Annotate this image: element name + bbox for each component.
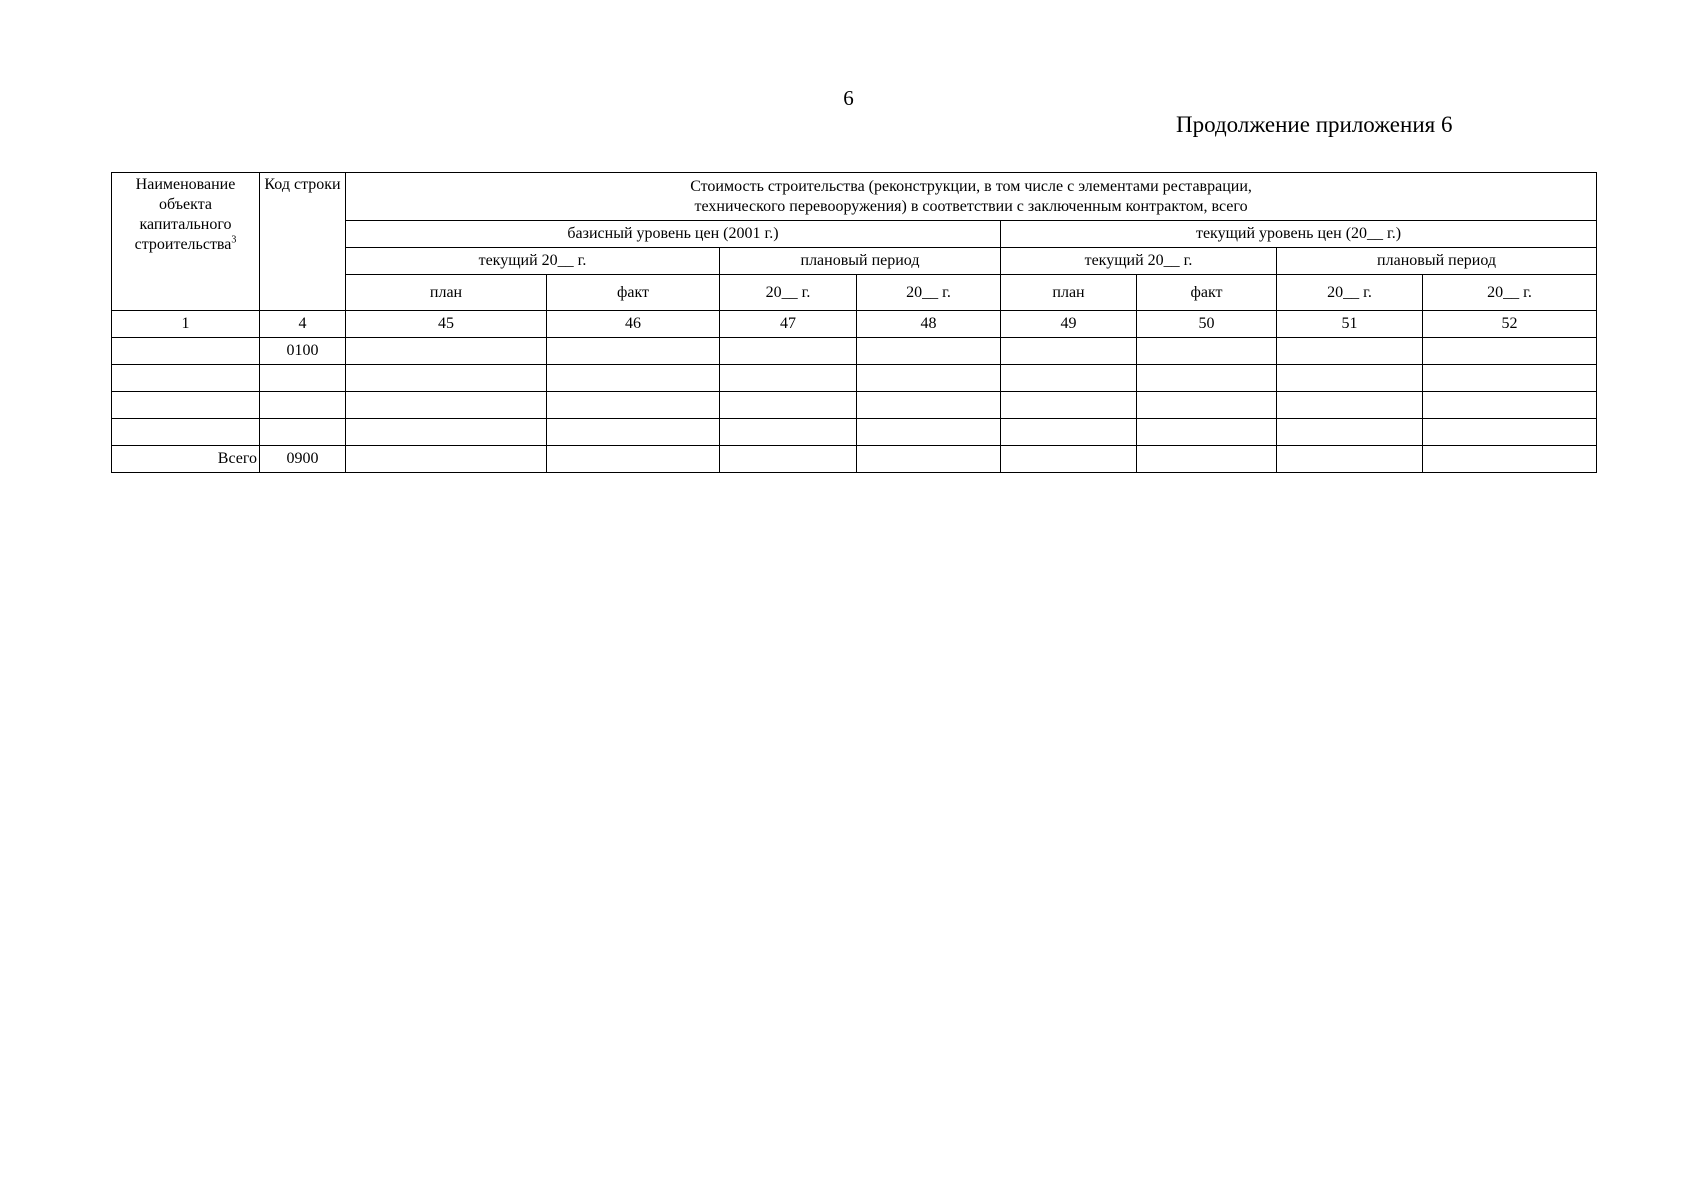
row-total-label: Всего — [112, 446, 260, 473]
header-base-plan: план — [346, 275, 547, 311]
header-cur-plan: план — [1001, 275, 1137, 311]
data-cell — [1277, 392, 1423, 419]
header-cur-year-2: 20__ г. — [1423, 275, 1597, 311]
column-number: 51 — [1277, 311, 1423, 338]
column-number: 48 — [857, 311, 1001, 338]
header-cost — [346, 173, 1597, 221]
data-cell — [1137, 419, 1277, 446]
data-cell — [346, 365, 547, 392]
column-number-row — [112, 311, 1597, 338]
row-object-name — [112, 419, 260, 446]
data-cell — [547, 338, 720, 365]
header-base-plan-period: плановый период — [720, 248, 1001, 275]
header-base-price-level: базисный уровень цен (2001 г.) — [346, 221, 1001, 248]
data-cell — [720, 419, 857, 446]
data-cell — [1001, 419, 1137, 446]
footnote-marker: 3 — [231, 234, 237, 246]
data-cell — [720, 338, 857, 365]
row-code — [260, 392, 346, 419]
data-cell — [1277, 338, 1423, 365]
data-cell — [1137, 338, 1277, 365]
table-row — [112, 419, 1597, 446]
column-number: 4 — [260, 311, 346, 338]
cost-table — [111, 172, 1597, 473]
row-code: 0100 — [260, 338, 346, 365]
header-cur-plan-period: плановый период — [1277, 248, 1597, 275]
data-cell — [857, 338, 1001, 365]
header-base-year-2: 20__ г. — [857, 275, 1001, 311]
table-row — [112, 365, 1597, 392]
column-number: 49 — [1001, 311, 1137, 338]
data-cell — [857, 419, 1001, 446]
data-cell — [857, 365, 1001, 392]
row-code: 0900 — [260, 446, 346, 473]
row-object-name — [112, 392, 260, 419]
data-cell — [1001, 446, 1137, 473]
header-cur-fact: факт — [1137, 275, 1277, 311]
page-number: 6 — [843, 86, 854, 110]
data-cell — [1001, 392, 1137, 419]
data-cell — [1137, 392, 1277, 419]
header-object-name — [112, 173, 260, 311]
data-cell — [1277, 419, 1423, 446]
data-cell — [1423, 338, 1597, 365]
column-number: 52 — [1423, 311, 1597, 338]
row-code — [260, 419, 346, 446]
data-cell — [1137, 446, 1277, 473]
continuation-title: Продолжение приложения 6 — [1176, 112, 1453, 137]
data-cell — [1001, 365, 1137, 392]
header-base-current-year: текущий 20__ г. — [346, 248, 720, 275]
data-cell — [346, 338, 547, 365]
data-cell — [346, 392, 547, 419]
header-cur-year-1: 20__ г. — [1277, 275, 1423, 311]
table-row-total — [112, 446, 1597, 473]
header-row-code: Код строки — [260, 173, 346, 311]
data-cell — [857, 392, 1001, 419]
data-cell — [857, 446, 1001, 473]
data-cell — [547, 446, 720, 473]
data-cell — [1423, 446, 1597, 473]
data-cell — [547, 392, 720, 419]
header-current-price-level: текущий уровень цен (20__ г.) — [1001, 221, 1597, 248]
data-cell — [1277, 446, 1423, 473]
data-cell — [720, 446, 857, 473]
row-object-name — [112, 338, 260, 365]
data-cell — [1001, 338, 1137, 365]
column-number: 46 — [547, 311, 720, 338]
data-cell — [1277, 365, 1423, 392]
column-number: 45 — [346, 311, 547, 338]
data-cell — [346, 419, 547, 446]
data-cell — [547, 365, 720, 392]
data-cell — [1423, 365, 1597, 392]
column-number: 50 — [1137, 311, 1277, 338]
header-object-name-text: Наименование объекта капитального строительства — [134, 176, 236, 253]
row-object-name — [112, 365, 260, 392]
header-base-fact: факт — [547, 275, 720, 311]
header-cost-line-1: Стоимость строительства (реконструкции, в том числе с элементами реставрации, — [690, 177, 1252, 195]
data-cell — [1423, 419, 1597, 446]
data-cell — [346, 446, 547, 473]
data-cell — [547, 419, 720, 446]
data-cell — [1423, 392, 1597, 419]
header-cost-line-2: технического перевооружения) в соответствии с заключенным контрактом, всего — [694, 197, 1248, 215]
data-cell — [720, 392, 857, 419]
header-base-year-1: 20__ г. — [720, 275, 857, 311]
table-row — [112, 338, 1597, 365]
column-number: 47 — [720, 311, 857, 338]
column-number: 1 — [112, 311, 260, 338]
table-row — [112, 392, 1597, 419]
row-code — [260, 365, 346, 392]
data-cell — [1137, 365, 1277, 392]
header-cur-current-year: текущий 20__ г. — [1001, 248, 1277, 275]
data-cell — [720, 365, 857, 392]
